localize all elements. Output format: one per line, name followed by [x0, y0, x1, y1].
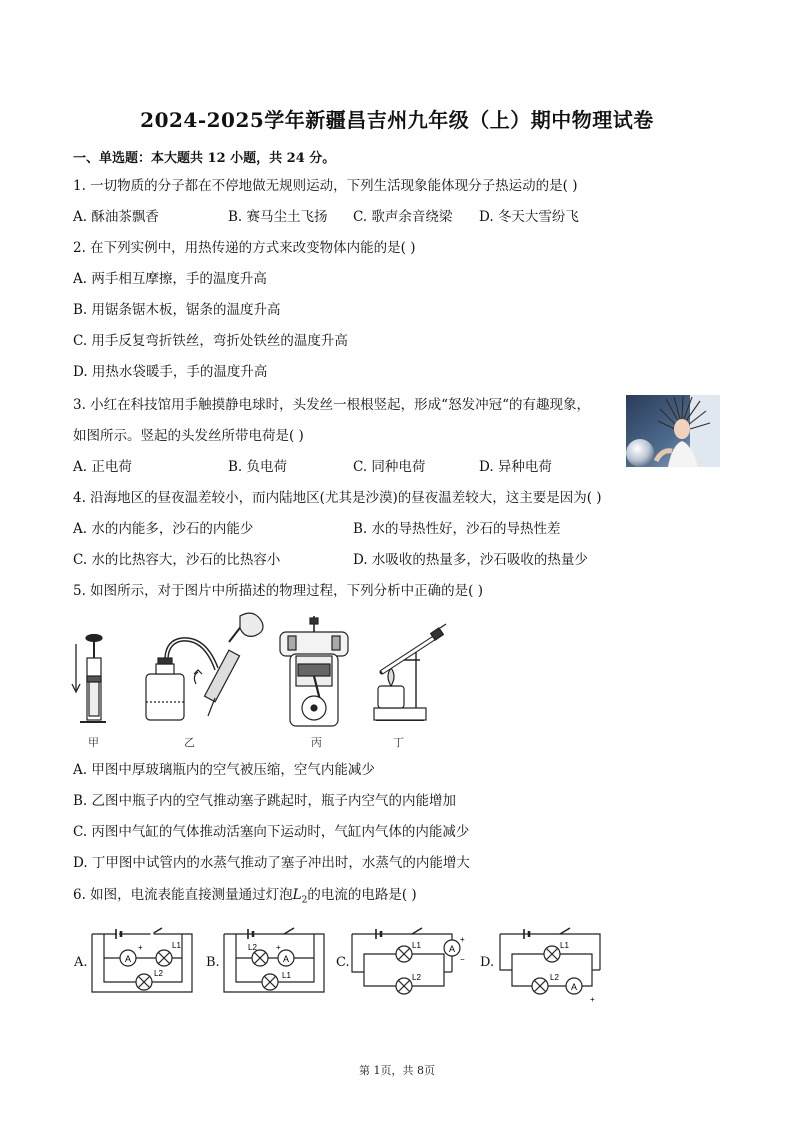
- question-2-option-b: B. 用锯条锯木板，锯条的温度升高: [73, 302, 281, 318]
- question-3-stem-line2: 如图所示。竖起的头发丝所带电荷是( ): [73, 428, 304, 444]
- question-5-stem: 5. 如图所示，对于图片中所描述的物理过程，下列分析中正确的是( ): [73, 583, 483, 599]
- section-heading: 一、单选题：本大题共 12 小题，共 24 分。: [73, 151, 336, 166]
- question-2-option-d: D. 用热水袋暖手，手的温度升高: [73, 364, 268, 380]
- lamp-1-label: L1: [412, 941, 421, 950]
- circuit-diagram-c: [348, 920, 474, 1000]
- question-1-stem: 1. 一切物质的分子都在不停地做无规则运动，下列生活现象能体现分子热运动的是( ): [73, 178, 578, 194]
- minus-sign: −: [460, 955, 465, 964]
- plus-sign: +: [276, 943, 281, 952]
- figure-bing-engine-cylinder: [276, 616, 352, 730]
- figure-label-yi: 乙: [184, 736, 195, 749]
- ammeter-label: A: [449, 944, 456, 954]
- question-4-stem: 4. 沿海地区的昼夜温差较小，而内陆地区(尤其是沙漠)的昼夜温差较大，这主要是因为( ): [73, 490, 602, 506]
- question-4-option-b: B. 水的导热性好，沙石的导热性差: [353, 521, 561, 537]
- ammeter-label: A: [125, 954, 132, 964]
- circuit-diagram-a: [88, 920, 198, 1000]
- lamp-2-label: L2: [248, 943, 257, 952]
- question-1-option-d: D. 冬天大雪纷飞: [479, 209, 579, 225]
- question-4-option-d: D. 水吸收的热量多，沙石吸收的热量少: [353, 552, 588, 568]
- lamp-1-label: L1: [560, 941, 569, 950]
- question-2-stem: 2. 在下列实例中，用热传递的方式来改变物体内能的是( ): [73, 240, 416, 256]
- question-3-stem-line1: 3. 小红在科技馆用手触摸静电球时，头发丝一根根竖起，形成“怒发冲冠“的有趣现象，: [73, 397, 590, 413]
- question-3-option-b: B. 负电荷: [228, 459, 288, 475]
- figure-label-ding: 丁: [393, 736, 404, 749]
- circuit-option-a-label: A.: [74, 955, 88, 970]
- question-2-option-a: A. 两手相互摩擦，手的温度升高: [73, 271, 267, 287]
- question-5-option-a: A. 甲图中厚玻璃瓶内的空气被压缩，空气内能减少: [73, 762, 375, 778]
- figure-jia-compression-cylinder: [70, 632, 110, 728]
- question-5-option-b: B. 乙图中瓶子内的空气推动塞子跳起时，瓶子内空气的内能增加: [73, 793, 457, 809]
- figure-yi-bottle-pump: [136, 612, 268, 728]
- lamp-subscript: 2: [301, 895, 308, 906]
- plus-sign: +: [138, 943, 143, 952]
- lamp-2-label: L2: [412, 973, 421, 982]
- circuit-diagram-d: [496, 920, 608, 1006]
- question-1-option-c: C. 歌声余音绕梁: [353, 209, 453, 225]
- question-6-stem: [73, 886, 417, 910]
- lamp-variable: L: [292, 887, 302, 903]
- circuit-diagram-b: [220, 920, 330, 1000]
- lamp-1-label: L1: [172, 941, 181, 950]
- question-6-stem-text: 6. 如图，电流表能直接测量通过灯泡: [73, 887, 293, 903]
- question-4-option-a: A. 水的内能多，沙石的内能少: [73, 521, 254, 537]
- electrostatic-ball-photo: [626, 395, 720, 467]
- plus-sign: +: [590, 995, 595, 1004]
- question-1-option-a: A. 酥油茶飘香: [73, 209, 159, 225]
- page-title: 2024-2025学年新疆昌吉州九年级（上）期中物理试卷: [140, 108, 654, 132]
- figure-label-jia: 甲: [88, 736, 99, 749]
- lamp-2-label: L2: [550, 973, 559, 982]
- circuit-option-b-label: B.: [206, 955, 220, 970]
- lamp-2-label: L2: [154, 969, 163, 978]
- question-5-option-c: C. 丙图中气缸的气体推动活塞向下运动时，气缸内气体的内能减少: [73, 824, 470, 840]
- page-footer: 第 1页，共 8页: [359, 1064, 435, 1077]
- question-2-option-c: C. 用手反复弯折铁丝，弯折处铁丝的温度升高: [73, 333, 348, 349]
- ammeter-label: A: [283, 954, 290, 964]
- figure-label-bing: 丙: [311, 736, 322, 749]
- question-3-option-c: C. 同种电荷: [353, 459, 426, 475]
- circuit-option-d-label: D.: [480, 955, 495, 970]
- figure-ding-test-tube-burner: [366, 624, 450, 724]
- question-3-option-a: A. 正电荷: [73, 459, 132, 475]
- question-6-stem-end: 的电流的电路是( ): [307, 887, 417, 903]
- question-4-option-c: C. 水的比热容大，沙石的比热容小: [73, 552, 281, 568]
- question-5-option-d: D. 丁甲图中试管内的水蒸气推动了塞子冲出时，水蒸气的内能增大: [73, 855, 470, 871]
- ammeter-label: A: [571, 982, 578, 992]
- question-3-option-d: D. 异种电荷: [479, 459, 552, 475]
- plus-sign: +: [460, 935, 465, 944]
- lamp-1-label: L1: [282, 971, 291, 980]
- circuit-option-c-label: C.: [336, 955, 350, 970]
- question-1-option-b: B. 赛马尘土飞扬: [228, 209, 328, 225]
